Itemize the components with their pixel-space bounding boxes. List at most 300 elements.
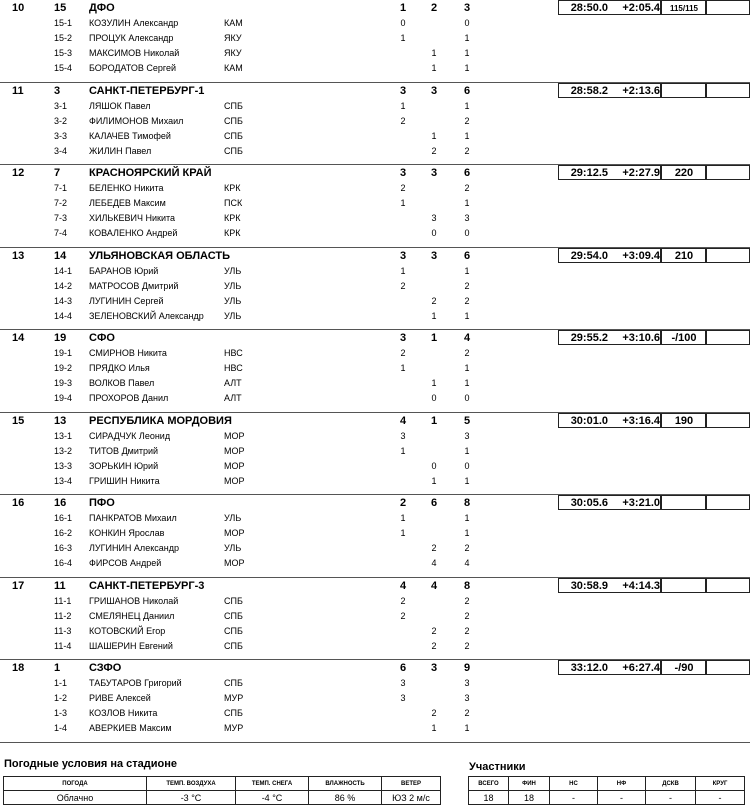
participants-value-cell: - [550,791,598,805]
member-row [0,144,750,159]
member-code: 19-4 [54,393,73,403]
member-code: 7-1 [54,183,68,193]
weather-header-cell: ТЕМП. ВОЗДУХА [147,777,236,791]
team-spares: 3 [430,84,438,97]
member-region: СПБ [224,130,243,141]
member-total: 0 [464,393,470,403]
member-penalties: 1 [400,33,406,43]
member-region: УЛЬ [224,280,242,291]
team-total: 6 [463,249,471,262]
member-penalties: 1 [400,528,406,538]
team-behind: +4:14.3 [622,579,660,592]
member-name: КОНКИН Ярослав [89,528,165,538]
member-region: ПСК [224,198,243,208]
team-row [0,660,750,675]
member-region: АЛТ [224,378,242,388]
team-behind: +3:10.6 [622,332,660,344]
team-behind: +2:13.6 [622,84,660,97]
member-region: МУР [224,723,244,733]
member-name: ХИЛЬКЕВИЧ Никита [89,213,176,223]
member-row [0,46,750,61]
team-behind: +6:27.4 [622,662,660,674]
team-place: 14 [12,332,25,344]
team-spares: 1 [430,414,438,427]
member-row [0,721,750,736]
member-row [0,279,750,294]
member-region: КАМ [224,18,243,28]
member-penalties: 1 [400,513,406,523]
member-spares: 1 [431,475,437,486]
weather-table [3,776,441,805]
member-name: ЛУГИНИН Александр [89,543,179,553]
team-penalties: 1 [399,2,407,14]
member-name: ЗЕЛЕНОВСКИЙ Александр [89,310,204,321]
weather-value-cell: ЮЗ 2 м/с [382,791,441,805]
team-time: 30:58.9 [570,579,608,592]
member-row [0,474,750,489]
member-region: МОР [224,460,245,471]
member-region: КРК [224,183,241,193]
member-name: КОЗЛОВ Никита [89,708,158,718]
team-penalties: 4 [399,579,407,592]
member-row [0,31,750,46]
team-points: -/90 [674,662,694,674]
team-total: 8 [463,497,471,509]
member-code: 7-2 [54,198,68,208]
member-code: 7-3 [54,213,68,223]
team-place: 16 [12,497,25,509]
member-row [0,129,750,144]
member-total: 1 [464,100,470,111]
member-code: 11-2 [54,610,72,621]
member-region: СПБ [224,145,243,156]
member-region: ЯКУ [224,48,242,58]
team-points: 210 [674,249,694,262]
member-region: СПБ [224,115,243,126]
member-name: БЕЛЕНКО Никита [89,183,164,193]
member-name: ВОЛКОВ Павел [89,378,155,388]
member-code: 3-1 [54,100,68,111]
team-row [0,0,750,15]
team-behind: +3:09.4 [622,249,660,262]
member-code: 13-3 [54,460,73,471]
member-total: 3 [464,678,470,688]
member-name: ТИТОВ Дмитрий [89,445,159,456]
member-spares: 1 [431,310,437,321]
team-name: РЕСПУБЛИКА МОРДОВИЯ [89,414,232,427]
team-row [0,248,750,263]
member-row [0,429,750,444]
member-code: 3-2 [54,115,68,126]
member-row [0,459,750,474]
member-code: 1-1 [54,678,68,688]
member-total: 2 [464,640,470,651]
member-spares: 4 [431,558,437,568]
member-total: 1 [464,130,470,141]
member-name: ФИЛИМОНОВ Михаил [89,115,184,126]
member-total: 0 [464,18,470,28]
member-total: 3 [464,430,470,441]
member-total: 1 [464,33,470,43]
weather-header-cell: ПОГОДА [4,777,147,791]
member-spares: 1 [431,723,437,733]
member-name: ПРЯДКО Илья [89,363,150,373]
team-bib: 14 [54,249,67,262]
participants-value-cell: 18 [509,791,550,805]
member-spares: 0 [431,228,437,238]
team-penalties: 3 [399,332,407,344]
member-total: 1 [464,513,470,523]
member-name: ГРИШИН Никита [89,475,160,486]
member-row [0,541,750,556]
team-total: 3 [463,2,471,14]
team-total: 8 [463,579,471,592]
member-penalties: 1 [400,265,406,276]
participants-header-cell: НС [550,777,598,791]
member-spares: 1 [431,63,437,73]
member-penalties: 3 [400,430,406,441]
team-name: УЛЬЯНОВСКАЯ ОБЛАСТЬ [89,249,230,262]
member-penalties: 2 [400,115,406,126]
member-row [0,226,750,241]
participants-table [468,776,745,805]
weather-value-row [4,791,441,805]
member-spares: 2 [431,708,437,718]
team-spares: 6 [430,497,438,509]
member-name: ЖИЛИН Павел [89,145,152,156]
member-code: 13-1 [54,430,73,441]
member-total: 4 [464,558,470,568]
team-name: ПФО [89,497,115,509]
weather-value-cell: Облачно [4,791,147,805]
participants-value-cell: - [646,791,696,805]
member-region: СПБ [224,640,243,651]
team-name: СФО [89,332,115,344]
member-total: 1 [464,445,470,456]
member-region: ЯКУ [224,33,242,43]
member-row [0,594,750,609]
member-name: СИРАДЧУК Леонид [89,430,171,441]
team-penalties: 3 [399,167,407,179]
member-total: 2 [464,348,470,358]
team-penalties: 3 [399,249,407,262]
member-name: МАКСИМОВ Николай [89,48,180,58]
member-code: 11-1 [54,595,72,606]
member-region: УЛЬ [224,265,242,276]
member-row [0,691,750,706]
team-time: 29:54.0 [570,249,608,262]
member-region: МОР [224,445,245,456]
member-row [0,444,750,459]
participants-title: Участники [469,761,526,773]
member-code: 1-3 [54,708,68,718]
member-region: УЛЬ [224,310,242,321]
member-row [0,706,750,721]
member-spares: 2 [431,640,437,651]
member-row [0,526,750,541]
team-spares: 3 [430,167,438,179]
member-code: 16-4 [54,558,73,568]
member-name: ПРОЦУК Александр [89,33,174,43]
member-code: 13-4 [54,475,73,486]
member-name: ГРИШАНОВ Николай [89,595,179,606]
team-total: 6 [463,167,471,179]
member-code: 14-2 [54,280,73,291]
member-spares: 0 [431,460,437,471]
member-row [0,624,750,639]
member-region: МОР [224,528,245,538]
team-time: 29:55.2 [570,332,608,344]
team-bib: 15 [54,2,67,14]
member-total: 2 [464,595,470,606]
member-row [0,639,750,654]
member-total: 2 [464,295,470,306]
member-penalties: 1 [400,363,406,373]
member-region: СПБ [224,678,243,688]
member-total: 1 [464,475,470,486]
team-total: 4 [463,332,471,344]
team-spares: 4 [430,579,438,592]
member-region: УЛЬ [224,543,242,553]
member-row [0,114,750,129]
team-points: 115/115 [669,4,699,13]
team-bib: 19 [54,332,67,344]
member-total: 1 [464,378,470,388]
member-code: 14-3 [54,295,73,306]
weather-header-row [4,777,441,791]
participants-header-cell: ВСЕГО [469,777,509,791]
member-code: 3-4 [54,145,68,156]
member-code: 11-3 [54,625,72,636]
member-name: КОЗУЛИН Александр [89,18,179,28]
member-code: 1-4 [54,723,68,733]
team-penalties: 3 [399,84,407,97]
member-total: 2 [464,183,470,193]
member-total: 1 [464,198,470,208]
participants-header-cell: ДСКВ [646,777,696,791]
team-behind: +2:05.4 [622,2,660,14]
member-region: СПБ [224,625,243,636]
weather-title: Погодные условия на стадионе [4,758,178,770]
participants-header-cell: КРУГ [696,777,745,791]
team-total: 6 [463,84,471,97]
member-penalties: 1 [400,100,406,111]
team-name: ДФО [89,2,115,14]
team-place: 17 [12,579,25,592]
member-row [0,309,750,324]
member-spares: 2 [431,295,437,306]
team-place: 12 [12,167,25,179]
participants-header-row [469,777,745,791]
member-region: СПБ [224,708,243,718]
team-points: 220 [674,167,694,179]
member-name: БОРОДАТОВ Сергей [89,63,177,73]
team-total: 5 [463,414,471,427]
team-spares: 3 [430,249,438,262]
member-total: 1 [464,48,470,58]
member-total: 1 [464,310,470,321]
participants-header-cell: НФ [598,777,646,791]
member-region: МОР [224,558,245,568]
member-region: МОР [224,475,245,486]
team-points: 190 [674,414,694,427]
member-region: МУР [224,693,244,703]
member-region: СПБ [224,610,243,621]
team-bib: 11 [54,579,66,592]
member-name: ЛУГИНИН Сергей [89,295,164,306]
member-row [0,99,750,114]
member-code: 19-2 [54,363,73,373]
member-spares: 1 [431,48,437,58]
team-name: СЗФО [89,662,122,674]
member-penalties: 2 [400,595,406,606]
team-bib: 13 [54,414,67,427]
team-name: САНКТ-ПЕТЕРБУРГ-3 [89,579,205,592]
team-bib: 3 [54,84,61,97]
member-row [0,361,750,376]
member-row [0,294,750,309]
participants-value-cell: - [598,791,646,805]
member-name: ФИРСОВ Андрей [89,558,162,568]
team-spares: 2 [430,2,438,14]
member-code: 16-2 [54,528,73,538]
member-penalties: 2 [400,183,406,193]
member-row [0,16,750,31]
member-penalties: 2 [400,348,406,358]
member-name: ТАБУТАРОВ Григорий [89,678,182,688]
member-region: НВС [224,363,243,373]
member-total: 2 [464,145,470,156]
member-row [0,676,750,691]
weather-value-cell: -4 °C [236,791,309,805]
member-code: 15-3 [54,48,73,58]
member-region: УЛЬ [224,513,242,523]
member-region: СПБ [224,595,243,606]
member-penalties: 1 [400,445,406,456]
member-code: 15-2 [54,33,73,43]
member-total: 1 [464,723,470,733]
member-name: РИВЕ Алексей [89,693,151,703]
member-penalties: 1 [400,198,406,208]
member-code: 14-4 [54,310,73,321]
member-total: 2 [464,625,470,636]
team-time: 29:12.5 [570,167,608,179]
team-row [0,165,750,180]
member-row [0,609,750,624]
member-code: 15-4 [54,63,73,73]
member-name: ЗОРЬКИН Юрий [89,460,159,471]
member-penalties: 3 [400,693,406,703]
member-row [0,181,750,196]
member-code: 15-1 [54,18,73,28]
team-time: 28:50.0 [570,2,608,14]
member-region: УЛЬ [224,295,242,306]
member-region: КАМ [224,63,243,73]
member-code: 3-3 [54,130,68,141]
member-region: АЛТ [224,393,242,403]
member-region: СПБ [224,100,243,111]
member-name: КАЛАЧЕВ Тимофей [89,130,171,141]
team-place: 10 [12,2,25,14]
team-points: -/100 [671,332,697,344]
member-row [0,376,750,391]
member-row [0,61,750,76]
member-region: КРК [224,213,241,223]
participants-value-row [469,791,745,805]
member-spares: 2 [431,543,437,553]
member-region: НВС [224,348,243,358]
member-code: 14-1 [54,265,73,276]
member-total: 1 [464,528,470,538]
member-spares: 1 [431,130,437,141]
team-bib: 1 [54,662,61,674]
member-code: 19-1 [54,348,73,358]
team-time: 28:58.2 [570,84,608,97]
member-name: БАРАНОВ Юрий [89,265,159,276]
member-spares: 0 [431,393,437,403]
member-total: 2 [464,115,470,126]
team-time: 33:12.0 [570,662,608,674]
member-total: 2 [464,708,470,718]
member-code: 13-2 [54,445,73,456]
member-name: СМИРНОВ Никита [89,348,167,358]
participants-value-cell: 18 [469,791,509,805]
member-total: 2 [464,610,470,621]
member-row [0,211,750,226]
member-total: 3 [464,693,470,703]
member-total: 3 [464,213,470,223]
weather-value-cell: -3 °C [147,791,236,805]
team-row [0,578,750,593]
team-spares: 3 [430,662,438,674]
member-name: ПРОХОРОВ Данил [89,393,169,403]
team-penalties: 4 [399,414,407,427]
member-penalties: 0 [400,18,406,28]
team-time: 30:05.6 [570,497,608,509]
member-name: ШАШЕРИН Евгений [89,640,173,651]
team-behind: +3:16.4 [622,414,660,427]
team-penalties: 6 [399,662,407,674]
member-penalties: 2 [400,610,406,621]
team-behind: +2:27.9 [622,167,660,179]
member-name: МАТРОСОВ Дмитрий [89,280,179,291]
member-penalties: 2 [400,280,406,291]
member-name: КОВАЛЕНКО Андрей [89,228,178,238]
member-name: ПАНКРАТОВ Михаил [89,513,177,523]
participants-header-cell: ФИН [509,777,550,791]
member-code: 1-2 [54,693,68,703]
member-total: 0 [464,460,470,471]
member-penalties: 3 [400,678,406,688]
team-behind: +3:21.0 [622,497,660,509]
weather-value-cell: 86 % [309,791,382,805]
team-place: 18 [12,662,25,674]
table-end-divider [0,742,750,743]
member-row [0,346,750,361]
member-spares: 3 [431,213,437,223]
team-row [0,495,750,510]
weather-header-cell: ВЛАЖНОСТЬ [309,777,382,791]
team-row [0,83,750,98]
member-region: МОР [224,430,245,441]
member-code: 7-4 [54,228,68,238]
team-penalties: 2 [399,497,407,509]
member-row [0,511,750,526]
member-code: 11-4 [54,640,72,651]
participants-value-cell: - [696,791,745,805]
weather-header-cell: ВЕТЕР [382,777,441,791]
team-total: 9 [463,662,471,674]
